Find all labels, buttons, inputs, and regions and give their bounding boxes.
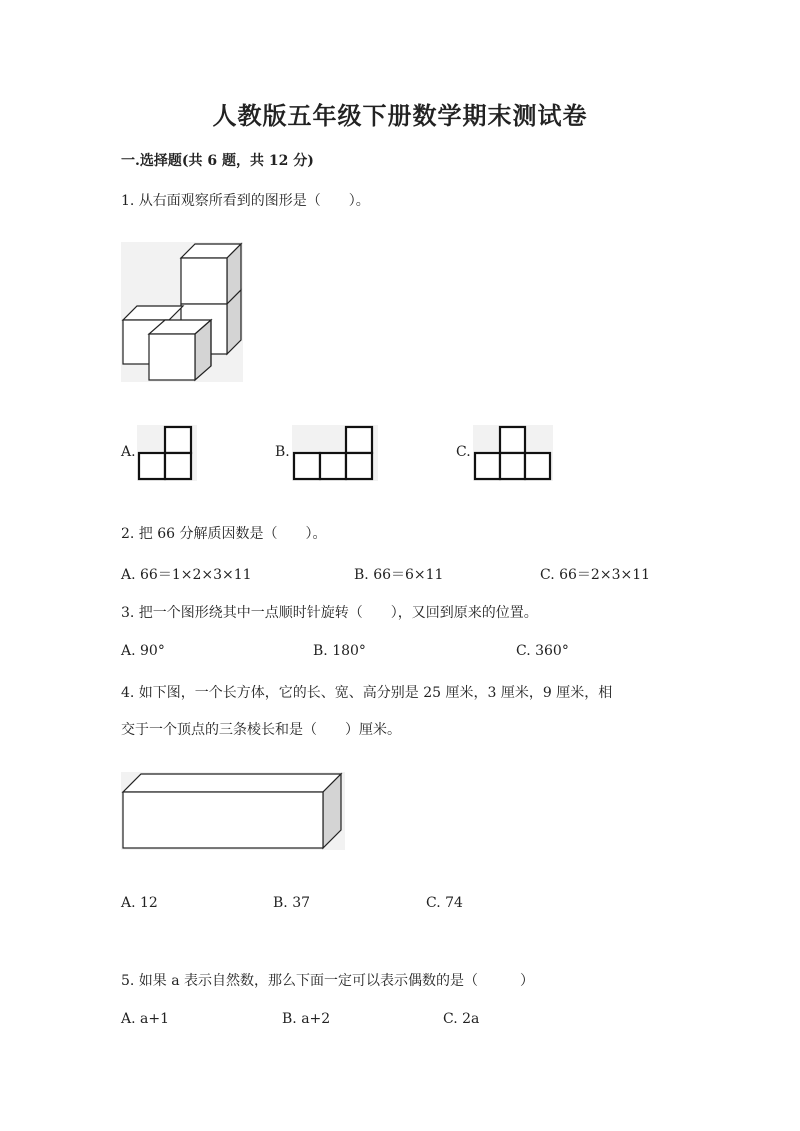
question-2-text: 2. 把 66 分解质因数是（ ）。 — [121, 526, 327, 542]
q1-option-c: C. — [456, 444, 471, 460]
q5-option-b: B. a+2 — [282, 1011, 331, 1027]
q3-option-b: B. 180° — [313, 643, 366, 659]
q1-option-c-figure — [473, 425, 553, 481]
question-5-text: 5. 如果 a 表示自然数，那么下面一定可以表示偶数的是（ ） — [121, 973, 535, 989]
q1-option-b-figure — [292, 425, 378, 481]
question-3-text: 3. 把一个图形绕其中一点顺时针旋转（ ），又回到原来的位置。 — [121, 605, 538, 621]
cuboid-figure — [121, 772, 345, 850]
cube-stack-figure — [121, 242, 243, 382]
q4-option-a: A. 12 — [121, 895, 158, 911]
page-title: 人教版五年级下册数学期末测试卷 — [212, 101, 588, 130]
q3-option-c: C. 360° — [516, 643, 569, 659]
q3-option-a: A. 90° — [121, 643, 165, 659]
section-heading: 一.选择题(共 6 题，共 12 分) — [121, 153, 314, 169]
q5-option-c: C. 2a — [443, 1011, 480, 1027]
q2-option-a: A. 66＝1×2×3×11 — [121, 567, 252, 583]
q2-option-b: B. 66＝6×11 — [354, 567, 444, 583]
question-4-text-line-1: 4. 如下图，一个长方体，它的长、宽、高分别是 25 厘米，3 厘米，9 厘米，相 — [121, 685, 613, 701]
question-4-text-line-2: 交于一个顶点的三条棱长和是（ ）厘米。 — [121, 722, 401, 738]
q4-option-c: C. 74 — [426, 895, 463, 911]
q5-option-a: A. a+1 — [121, 1011, 169, 1027]
q1-option-a: A. — [121, 444, 136, 460]
q2-option-c: C. 66＝2×3×11 — [540, 567, 651, 583]
q4-option-b: B. 37 — [273, 895, 311, 911]
question-1-text: 1. 从右面观察所看到的图形是（ ）。 — [121, 193, 370, 209]
q1-option-a-figure — [137, 425, 197, 481]
q1-option-b: B. — [275, 444, 290, 460]
